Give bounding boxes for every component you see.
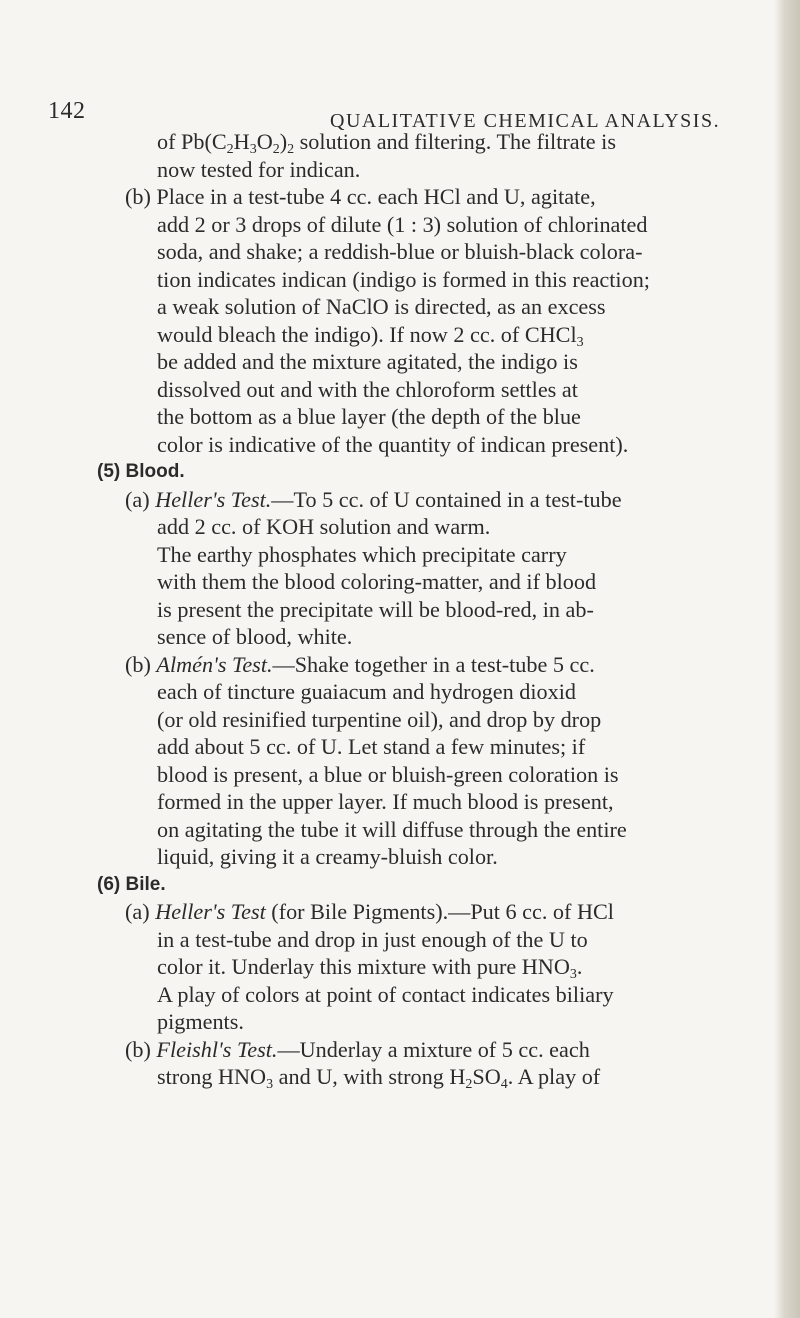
text-line: A play of colors at point of contact indicates biliary [157,982,614,1007]
text-line: in a test-tube and drop in just enough of the U to [157,927,588,952]
text-line: would bleach the indigo). If now 2 cc. of CHCl$_3$ [157,322,584,350]
text-line: (or old resinified turpentine oil), and drop by drop [157,707,602,732]
text-line: sence of blood, white. [157,624,353,649]
text-line: now tested for indican. [157,157,361,182]
text-line: the bottom as a blue layer (the depth of the blue [157,404,581,429]
text-line: be added and the mixture agitated, the indigo is [157,349,578,374]
text-line: on agitating the tube it will diffuse through the entire [157,817,627,842]
section-heading: (6) Bile. [97,874,166,895]
text-line: is present the precipitate will be blood-red, in ab- [157,597,594,622]
text-line: The earthy phosphates which precipitate carry [157,542,567,567]
section-heading: (5) Blood. [97,461,185,482]
text-line: add 2 cc. of KOH solution and warm. [157,514,491,539]
page-number: 142 [48,98,86,124]
text-line: (b) Almén's Test.—Shake together in a test-tube 5 cc. [125,652,595,677]
text-line: add about 5 cc. of U. Let stand a few minutes; if [157,734,586,759]
text-line: dissolved out and with the chloroform settles at [157,377,578,402]
text-line: each of tincture guaiacum and hydrogen dioxid [157,679,576,704]
text-line: tion indicates indican (indigo is formed in this reaction; [157,267,650,292]
text-line: add 2 or 3 drops of dilute (1 : 3) solution of chlorinated [157,212,648,237]
text-line: strong $HNO_3$ and U, with strong $H_2SO_4$. A play of [157,1064,601,1092]
text-line: (a) Heller's Test (for Bile Pigments).—Put 6 cc. of HCl [125,899,614,924]
page-edge-shadow [774,0,800,1318]
text-line: color it. Underlay this mixture with pure $HNO_3$. [157,954,583,982]
text-line: (b) Fleishl's Test.—Underlay a mixture of 5 cc. each [125,1037,590,1062]
text-line: (b) Place in a test-tube 4 cc. each HCl and U, agitate, [125,184,596,209]
text-line: with them the blood coloring-matter, and if blood [157,569,597,594]
text-line: of $Pb(C_2H_3O_2)_2$ solution and filtering. The filtrate is [157,129,616,157]
text-line: pigments. [157,1009,244,1034]
text-line: a weak solution of NaClO is directed, as an excess [157,294,606,319]
text-line: blood is present, a blue or bluish-green coloration is [157,762,619,787]
text-line: color is indicative of the quantity of indican present). [157,432,629,457]
text-line: liquid, giving it a creamy-bluish color. [157,844,498,869]
text-line: soda, and shake; a reddish-blue or bluish-black colora- [157,239,643,264]
running-head: QUALITATIVE CHEMICAL ANALYSIS. [330,110,721,132]
text-line: formed in the upper layer. If much blood is present, [157,789,614,814]
text-line: (a) Heller's Test.—To 5 cc. of U contained in a test-tube [125,487,622,512]
